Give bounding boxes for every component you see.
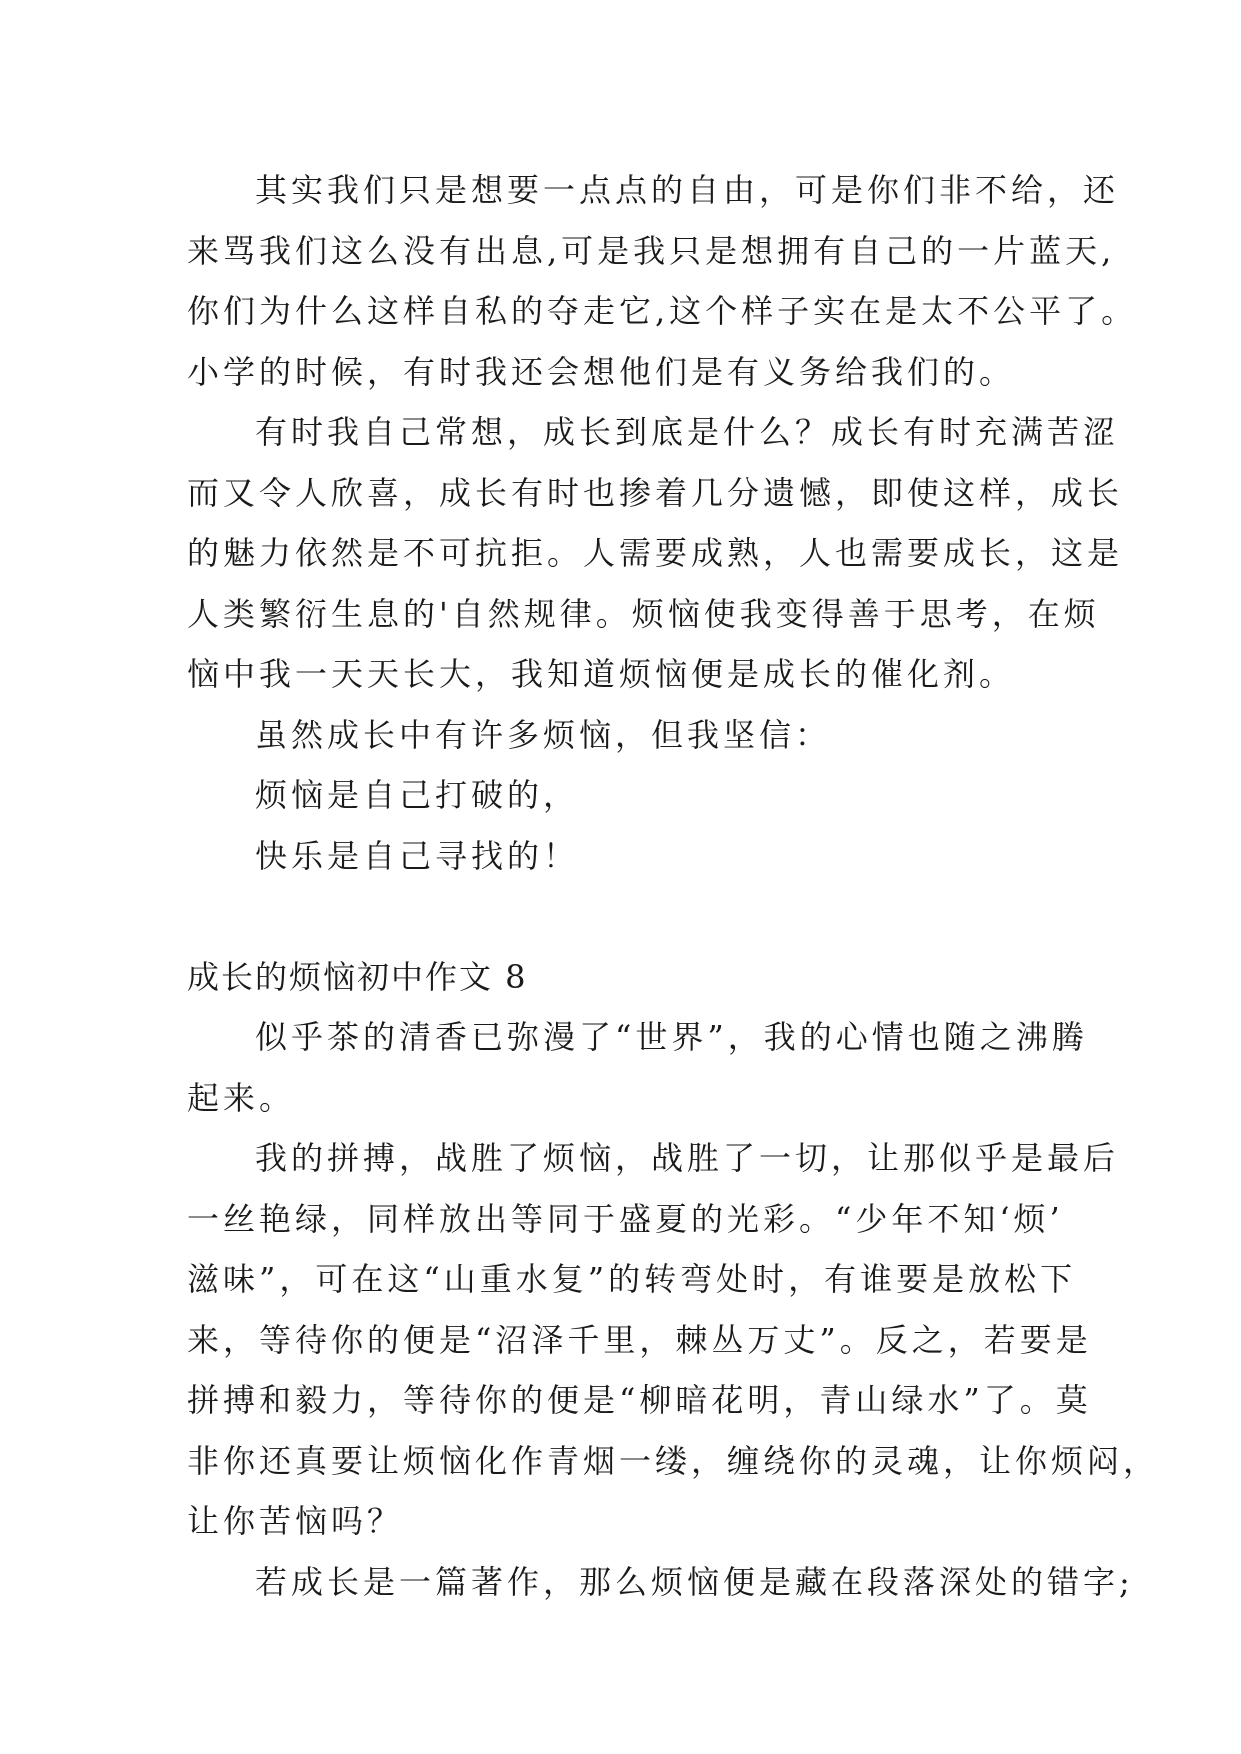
text-line: 而又令人欣喜，成长有时也掺着几分遗憾，即使这样，成长 bbox=[187, 473, 1124, 512]
section-heading: 成长的烦恼初中作文 8 bbox=[187, 957, 528, 996]
text-line: 起来。 bbox=[187, 1078, 296, 1117]
text-line: 我的拼搏，战胜了烦恼，战胜了一切，让那似乎是最后 bbox=[255, 1139, 1120, 1177]
text-line: 若成长是一篇著作，那么烦恼便是藏在段落深处的错字; bbox=[255, 1562, 1134, 1601]
text-line: 滋味”，可在这“山重水复”的转弯处时，有谁要是放松下 bbox=[187, 1260, 1077, 1298]
text-line: 让你苦恼吗？ bbox=[187, 1502, 404, 1540]
text-line: 虽然成长中有许多烦恼，但我坚信： bbox=[255, 715, 832, 754]
text-line: 恼中我一天天长大，我知道烦恼便是成长的催化剂。 bbox=[187, 655, 1016, 693]
text-line: 其实我们只是想要一点点的自由，可是你们非不给，还 bbox=[255, 171, 1120, 209]
text-line: 有时我自己常想，成长到底是什么？成长有时充满苦涩 bbox=[255, 413, 1120, 451]
blank-line bbox=[187, 886, 1097, 947]
document-body bbox=[187, 160, 1160, 1612]
text-line: 人类繁衍生息的'自然规律。烦恼使我变得善于思考，在烦 bbox=[187, 594, 1100, 633]
text-line: 似乎茶的清香已弥漫了“世界”，我的心情也随之沸腾 bbox=[255, 1018, 1088, 1056]
text-line: 的魅力依然是不可抗拒。人需要成熟，人也需要成长，这是 bbox=[187, 534, 1124, 572]
text-line: 烦恼是自己打破的， bbox=[255, 776, 580, 814]
text-line: 来，等待你的便是“沼泽千里，棘丛万丈”。反之，若要是 bbox=[187, 1320, 1092, 1359]
text-line: 非你还真要让烦恼化作青烟一缕，缠绕你的灵魂，让你烦闷， bbox=[187, 1441, 1160, 1480]
text-line: 一丝艳绿，同样放出等同于盛夏的光彩。“少年不知‘烦’ bbox=[187, 1199, 1064, 1238]
text-line: 你们为什么这样自私的夺走它,这个样子实在是太不公平了。 bbox=[187, 292, 1138, 330]
text-line: 拼搏和毅力，等待你的便是“柳暗花明，青山绿水”了。莫 bbox=[187, 1381, 1092, 1419]
text-line: 来骂我们这么没有出息,可是我只是想拥有自己的一片蓝天, bbox=[187, 231, 1116, 270]
text-line: 快乐是自己寻找的！ bbox=[255, 836, 580, 875]
text-line: 小学的时候，有时我还会想他们是有义务给我们的。 bbox=[187, 352, 1016, 391]
